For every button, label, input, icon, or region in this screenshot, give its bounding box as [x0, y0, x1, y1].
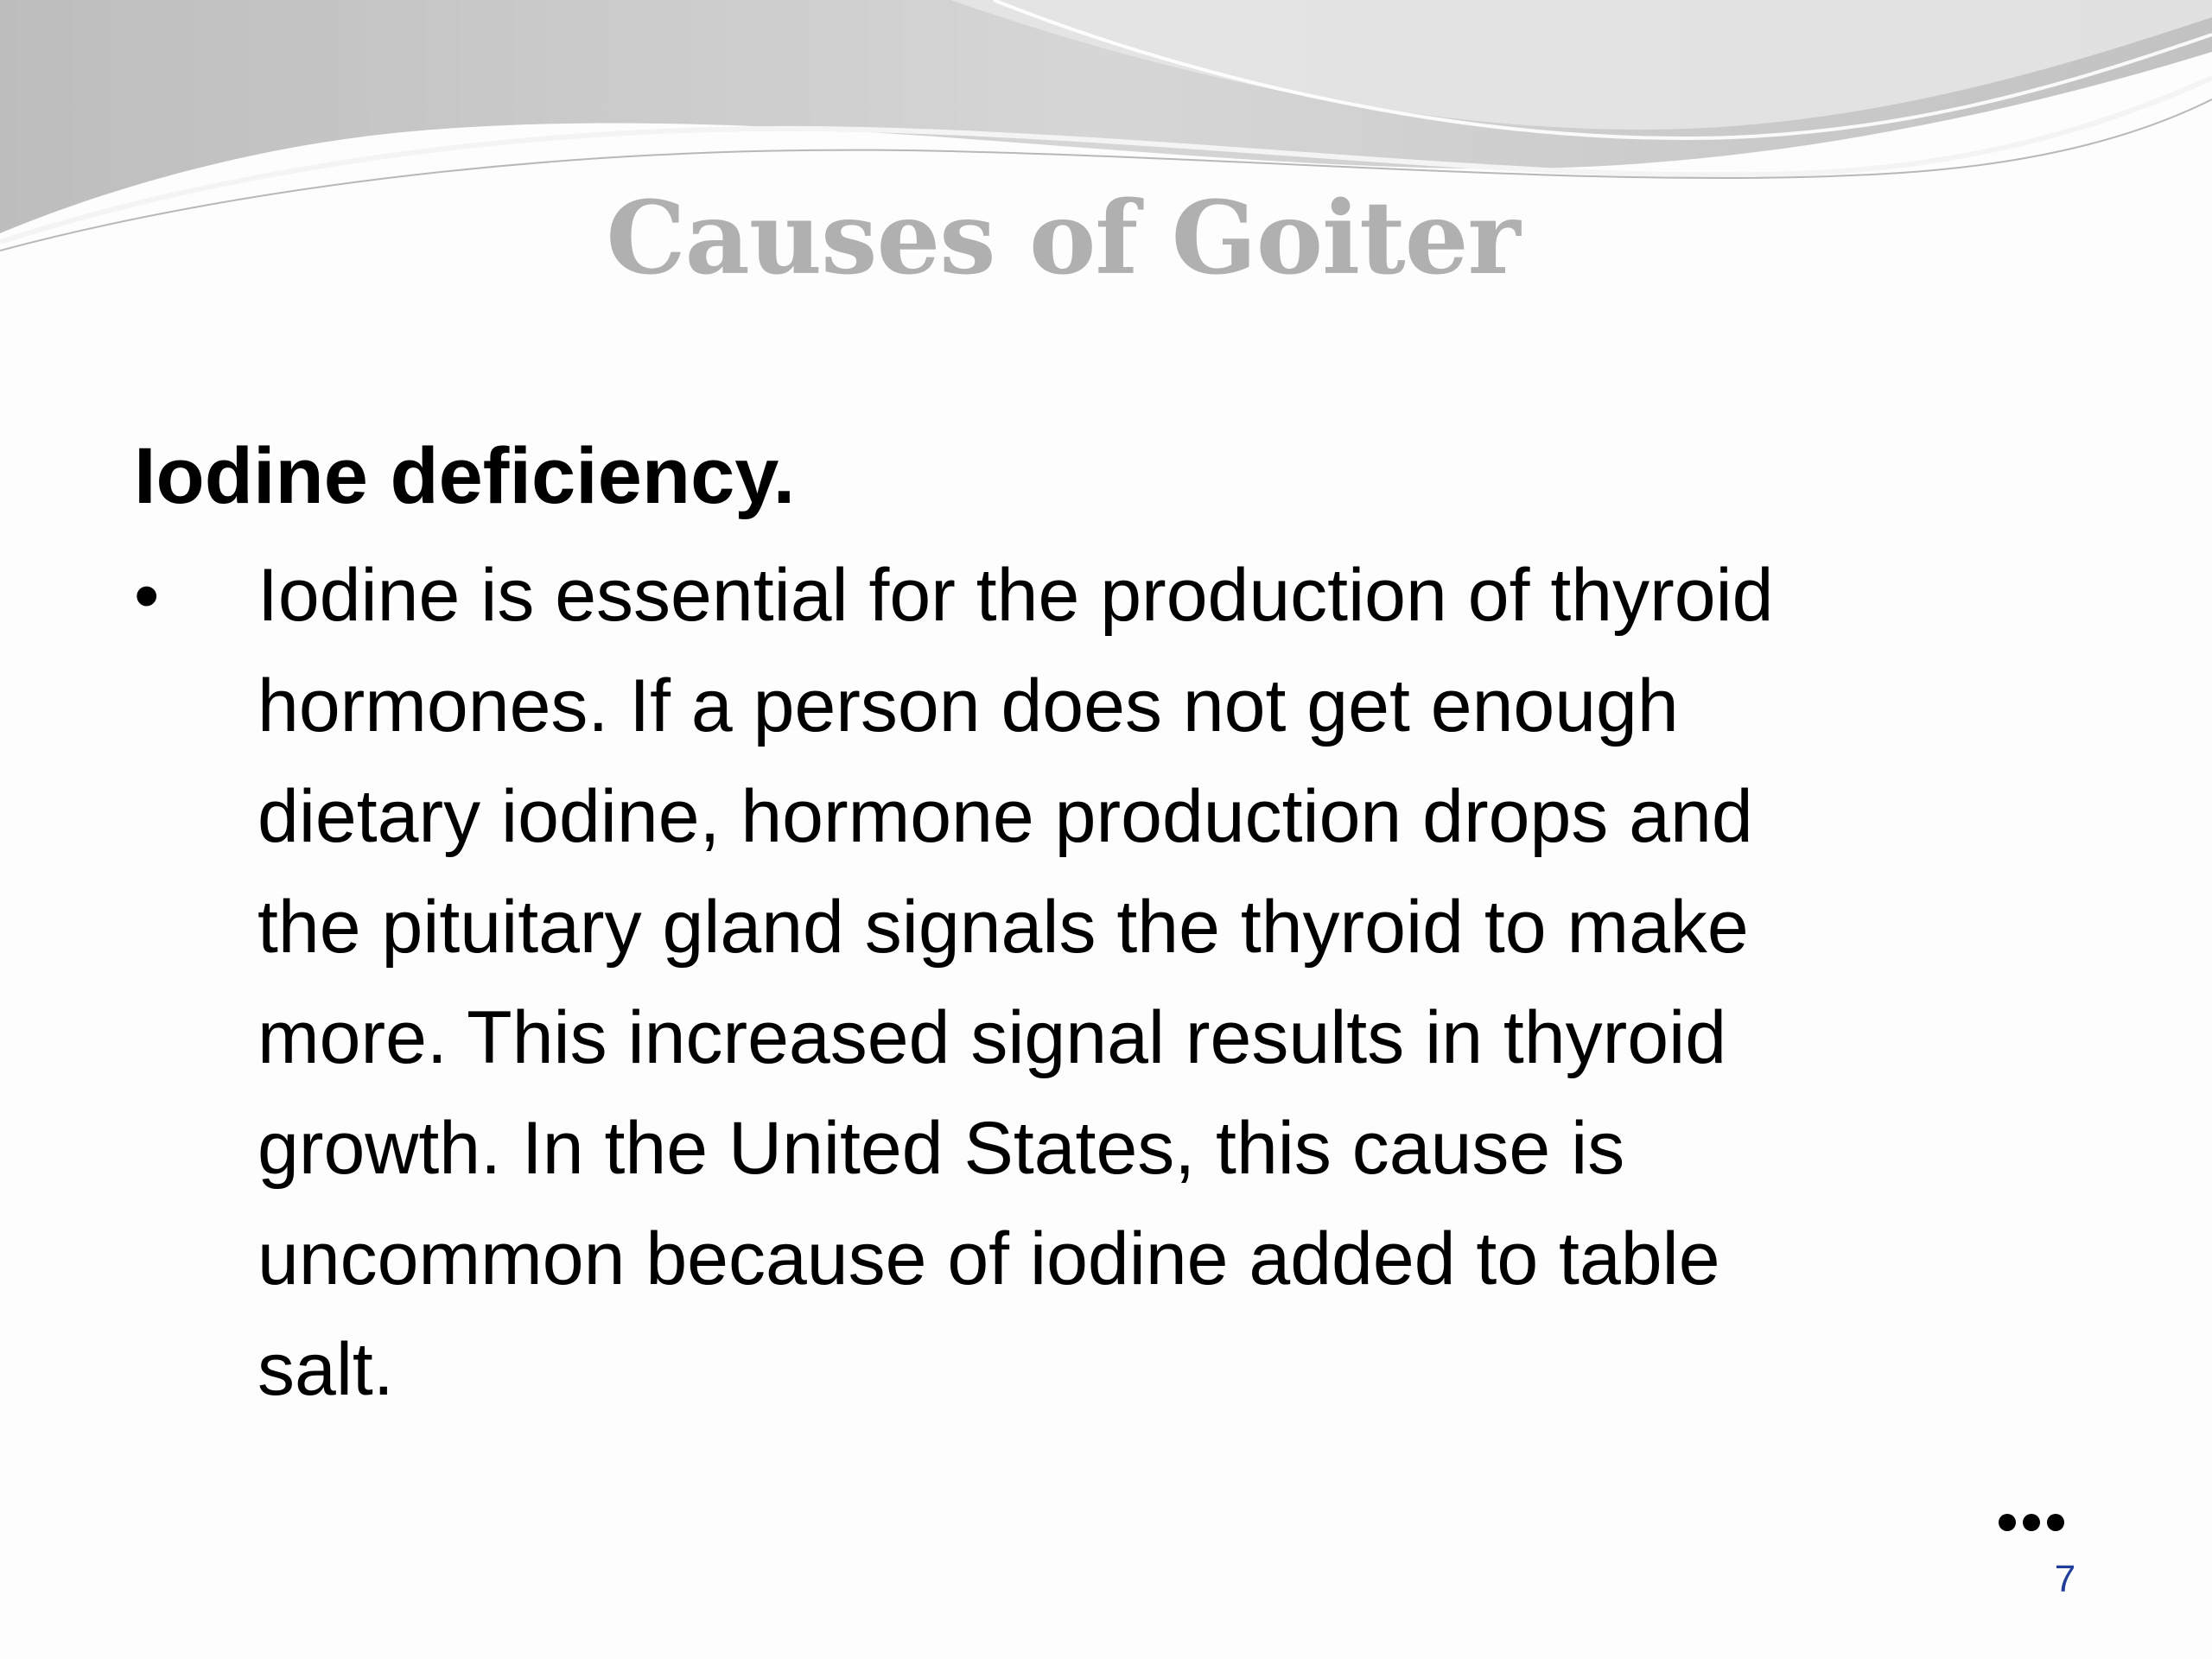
bullet-line: more. This increased signal results in thyroid: [257, 996, 1727, 1079]
page-number: 7: [2054, 1558, 2076, 1600]
bullet-line: hormones. If a person does not get enough: [257, 664, 1679, 747]
section-heading: Iodine deficiency.: [134, 432, 796, 520]
dot: [1999, 1514, 2016, 1531]
bullet-marker: •: [134, 555, 160, 636]
dot: [2023, 1514, 2040, 1531]
bullet-line: growth. In the United States, this cause is: [257, 1107, 1625, 1190]
bullet-text: [257, 540, 2141, 1425]
more-dots-icon: [1999, 1514, 2064, 1531]
slide-title: Causes of Goiter: [606, 180, 1520, 297]
bullet-line: dietary iodine, hormone production drops and: [257, 775, 1753, 858]
bullet-line: the pituitary gland signals the thyroid to make: [257, 886, 1749, 969]
dot: [2047, 1514, 2064, 1531]
bullet-line: salt.: [257, 1328, 394, 1411]
bullet-line: uncommon because of iodine added to table: [257, 1217, 1720, 1300]
bullet-line: Iodine is essential for the production of thyroid: [257, 554, 1774, 637]
